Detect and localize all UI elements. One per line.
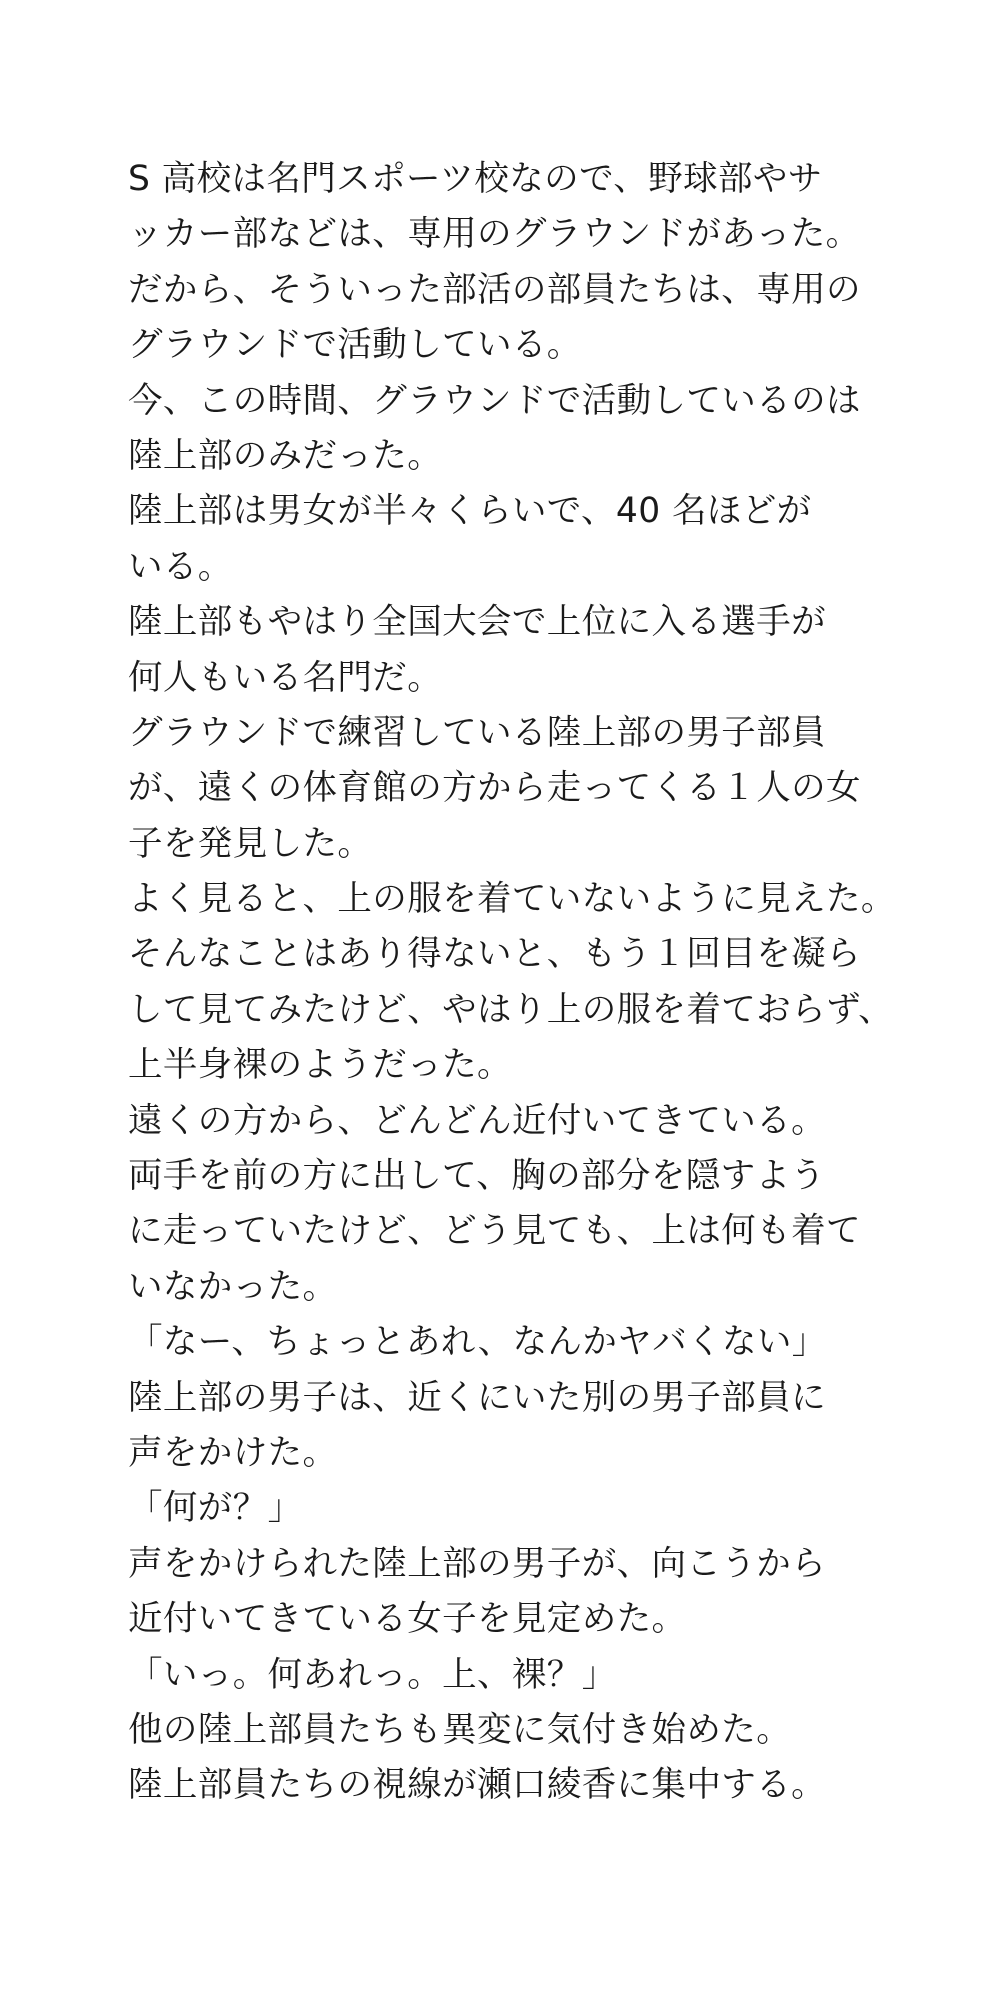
text-line: そんなことはあり得ないと、もう１回目を凝ら <box>128 934 861 975</box>
text-line: 子を発見した。 <box>128 823 373 864</box>
text-line: 他の陸上部員たちも異変に気付き始めた。 <box>128 1709 792 1750</box>
body-text <box>128 152 908 1814</box>
text-line: グラウンドで練習している陸上部の男子部員 <box>128 712 826 753</box>
text-line: グラウンドで活動している。 <box>128 325 582 366</box>
text-line: 陸上部の男子は、近くにいた別の男子部員に <box>128 1377 826 1418</box>
text-line: に走っていたけど、どう見ても、上は何も着て <box>128 1211 861 1252</box>
text-line: して見てみたけど、やはり上の服を着ておらず、 <box>128 989 894 1030</box>
text-line: いなかった。 <box>128 1266 338 1307</box>
text-line: 両手を前の方に出して、胸の部分を隠すよう <box>128 1156 826 1197</box>
text-line: 声をかけた。 <box>128 1432 338 1473</box>
text-line: 今、この時間、グラウンドで活動しているのは <box>128 380 861 421</box>
text-line: 「いっ。何あれっ。上、裸？」 <box>128 1654 617 1695</box>
text-line: 近付いてきている女子を見定めた。 <box>128 1599 687 1640</box>
text-line: 陸上部員たちの視線が瀬口綾香に集中する。 <box>128 1765 826 1806</box>
text-line: いる。 <box>128 546 233 587</box>
text-line: 陸上部は男女が半々くらいで、40 名ほどが <box>128 491 812 532</box>
text-line: S 高校は名門スポーツ校なので、野球部やサ <box>128 159 823 199</box>
text-line: よく見ると、上の服を着ていないように見えた。 <box>128 879 896 920</box>
text-line: 上半身裸のようだった。 <box>128 1045 512 1086</box>
text-line: 「なー、ちょっとあれ、なんかヤバくない」 <box>128 1322 827 1363</box>
text-line: 陸上部のみだった。 <box>128 435 443 476</box>
text-line: 遠くの方から、どんどん近付いてきている。 <box>128 1100 826 1141</box>
text-line: だから、そういった部活の部員たちは、専用の <box>128 269 861 310</box>
text-line: 「何が？」 <box>128 1488 303 1529</box>
text-line: 何人もいる名門だ。 <box>128 657 443 698</box>
text-line: 陸上部もやはり全国大会で上位に入る選手が <box>128 602 826 643</box>
text-line: ッカー部などは、専用のグラウンドがあった。 <box>128 214 861 255</box>
text-line: が、遠くの体育館の方から走ってくる１人の女 <box>128 768 861 809</box>
text-line: 声をかけられた陸上部の男子が、向こうから <box>128 1543 826 1584</box>
